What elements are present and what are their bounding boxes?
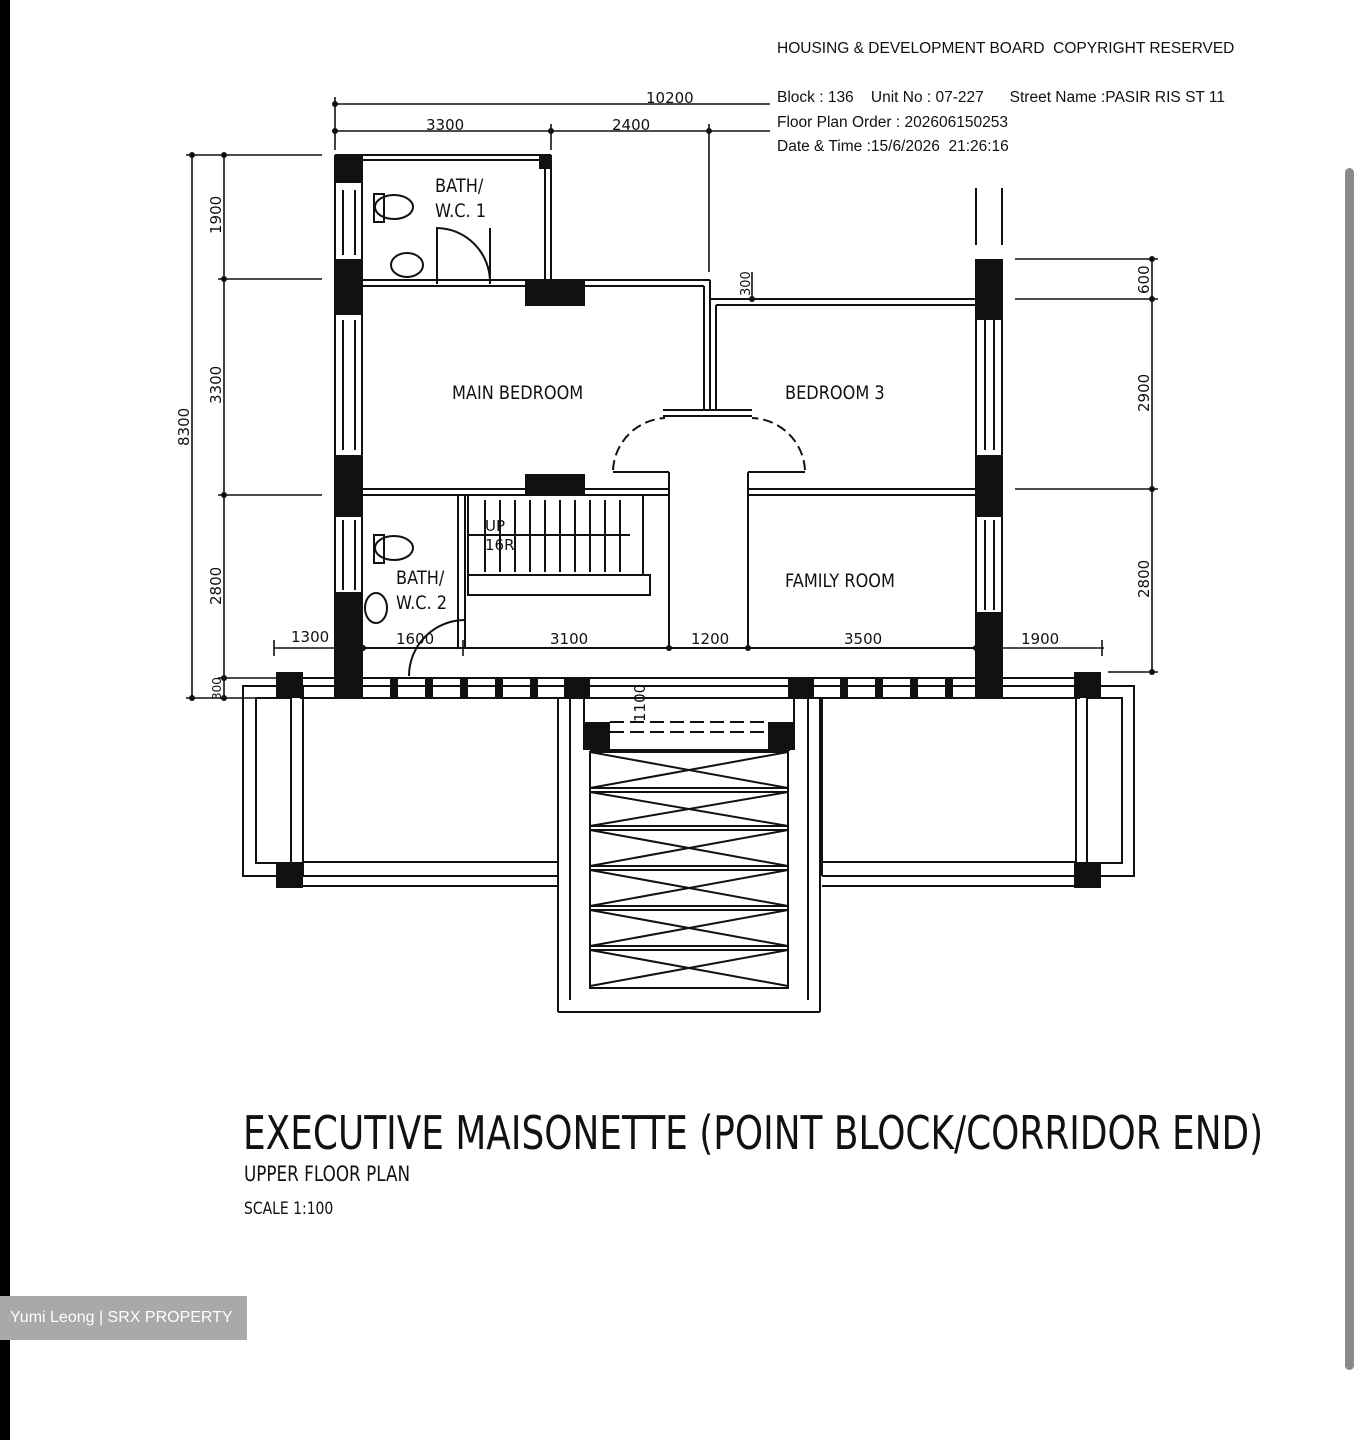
dim-left-total: 8300 <box>175 407 193 446</box>
bedroom3-label: BEDROOM 3 <box>785 382 885 405</box>
dim-left-d: 300 <box>210 677 224 700</box>
dim-corridor: 300 <box>739 271 754 296</box>
dim-bottom-b: 1600 <box>396 630 435 648</box>
street-label: Street Name :PASIR RIS ST 11 <box>1009 89 1225 106</box>
unit-label: Unit No : 07-227 <box>870 89 984 106</box>
dim-bottom-a: 1300 <box>291 628 330 646</box>
stair-risers-label: 16R <box>485 536 515 554</box>
plan-scale: SCALE 1:100 <box>244 1199 334 1219</box>
date-time: Date & Time :15/6/2026 21:26:16 <box>777 138 1009 155</box>
dim-bottom-c: 3100 <box>550 630 589 648</box>
family-room-label: FAMILY ROOM <box>785 570 895 593</box>
bath1-label-line1: BATH/ <box>435 175 484 198</box>
plan-title: EXECUTIVE MAISONETTE (POINT BLOCK/CORRIDOR END) <box>243 1106 1264 1160</box>
dim-right-b: 2900 <box>1135 373 1153 412</box>
plan-subtitle: UPPER FLOOR PLAN <box>244 1162 411 1186</box>
dim-bottom-e: 3500 <box>844 630 883 648</box>
dim-entry: 1100 <box>631 683 649 722</box>
dim-right-a: 600 <box>1135 265 1153 294</box>
watermark-badge: Yumi Leong | SRX PROPERTY <box>0 1296 247 1340</box>
dim-right-c: 2800 <box>1135 559 1153 598</box>
floor-plan-order: Floor Plan Order : 202606150253 <box>777 114 1008 131</box>
dim-left-a: 1900 <box>207 195 225 234</box>
block-label: Block : 136 <box>777 89 854 106</box>
bath1-label-line2: W.C. 1 <box>435 200 487 223</box>
copyright-notice: HOUSING & DEVELOPMENT BOARD COPYRIGHT RESERVED <box>777 40 1235 57</box>
bath2-label-line1: BATH/ <box>396 567 445 590</box>
dim-top-a: 3300 <box>426 116 465 134</box>
dim-top-b: 2400 <box>612 116 651 134</box>
dim-top-total: 10200 <box>646 89 694 107</box>
dim-bottom-d: 1200 <box>691 630 730 648</box>
dim-left-b: 3300 <box>207 365 225 404</box>
stair-up-label: UP <box>485 517 506 535</box>
main-bedroom-label: MAIN BEDROOM <box>452 382 584 405</box>
dim-left-c: 2800 <box>207 566 225 605</box>
bath2-label-line2: W.C. 2 <box>396 592 448 615</box>
dim-bottom-f: 1900 <box>1021 630 1060 648</box>
